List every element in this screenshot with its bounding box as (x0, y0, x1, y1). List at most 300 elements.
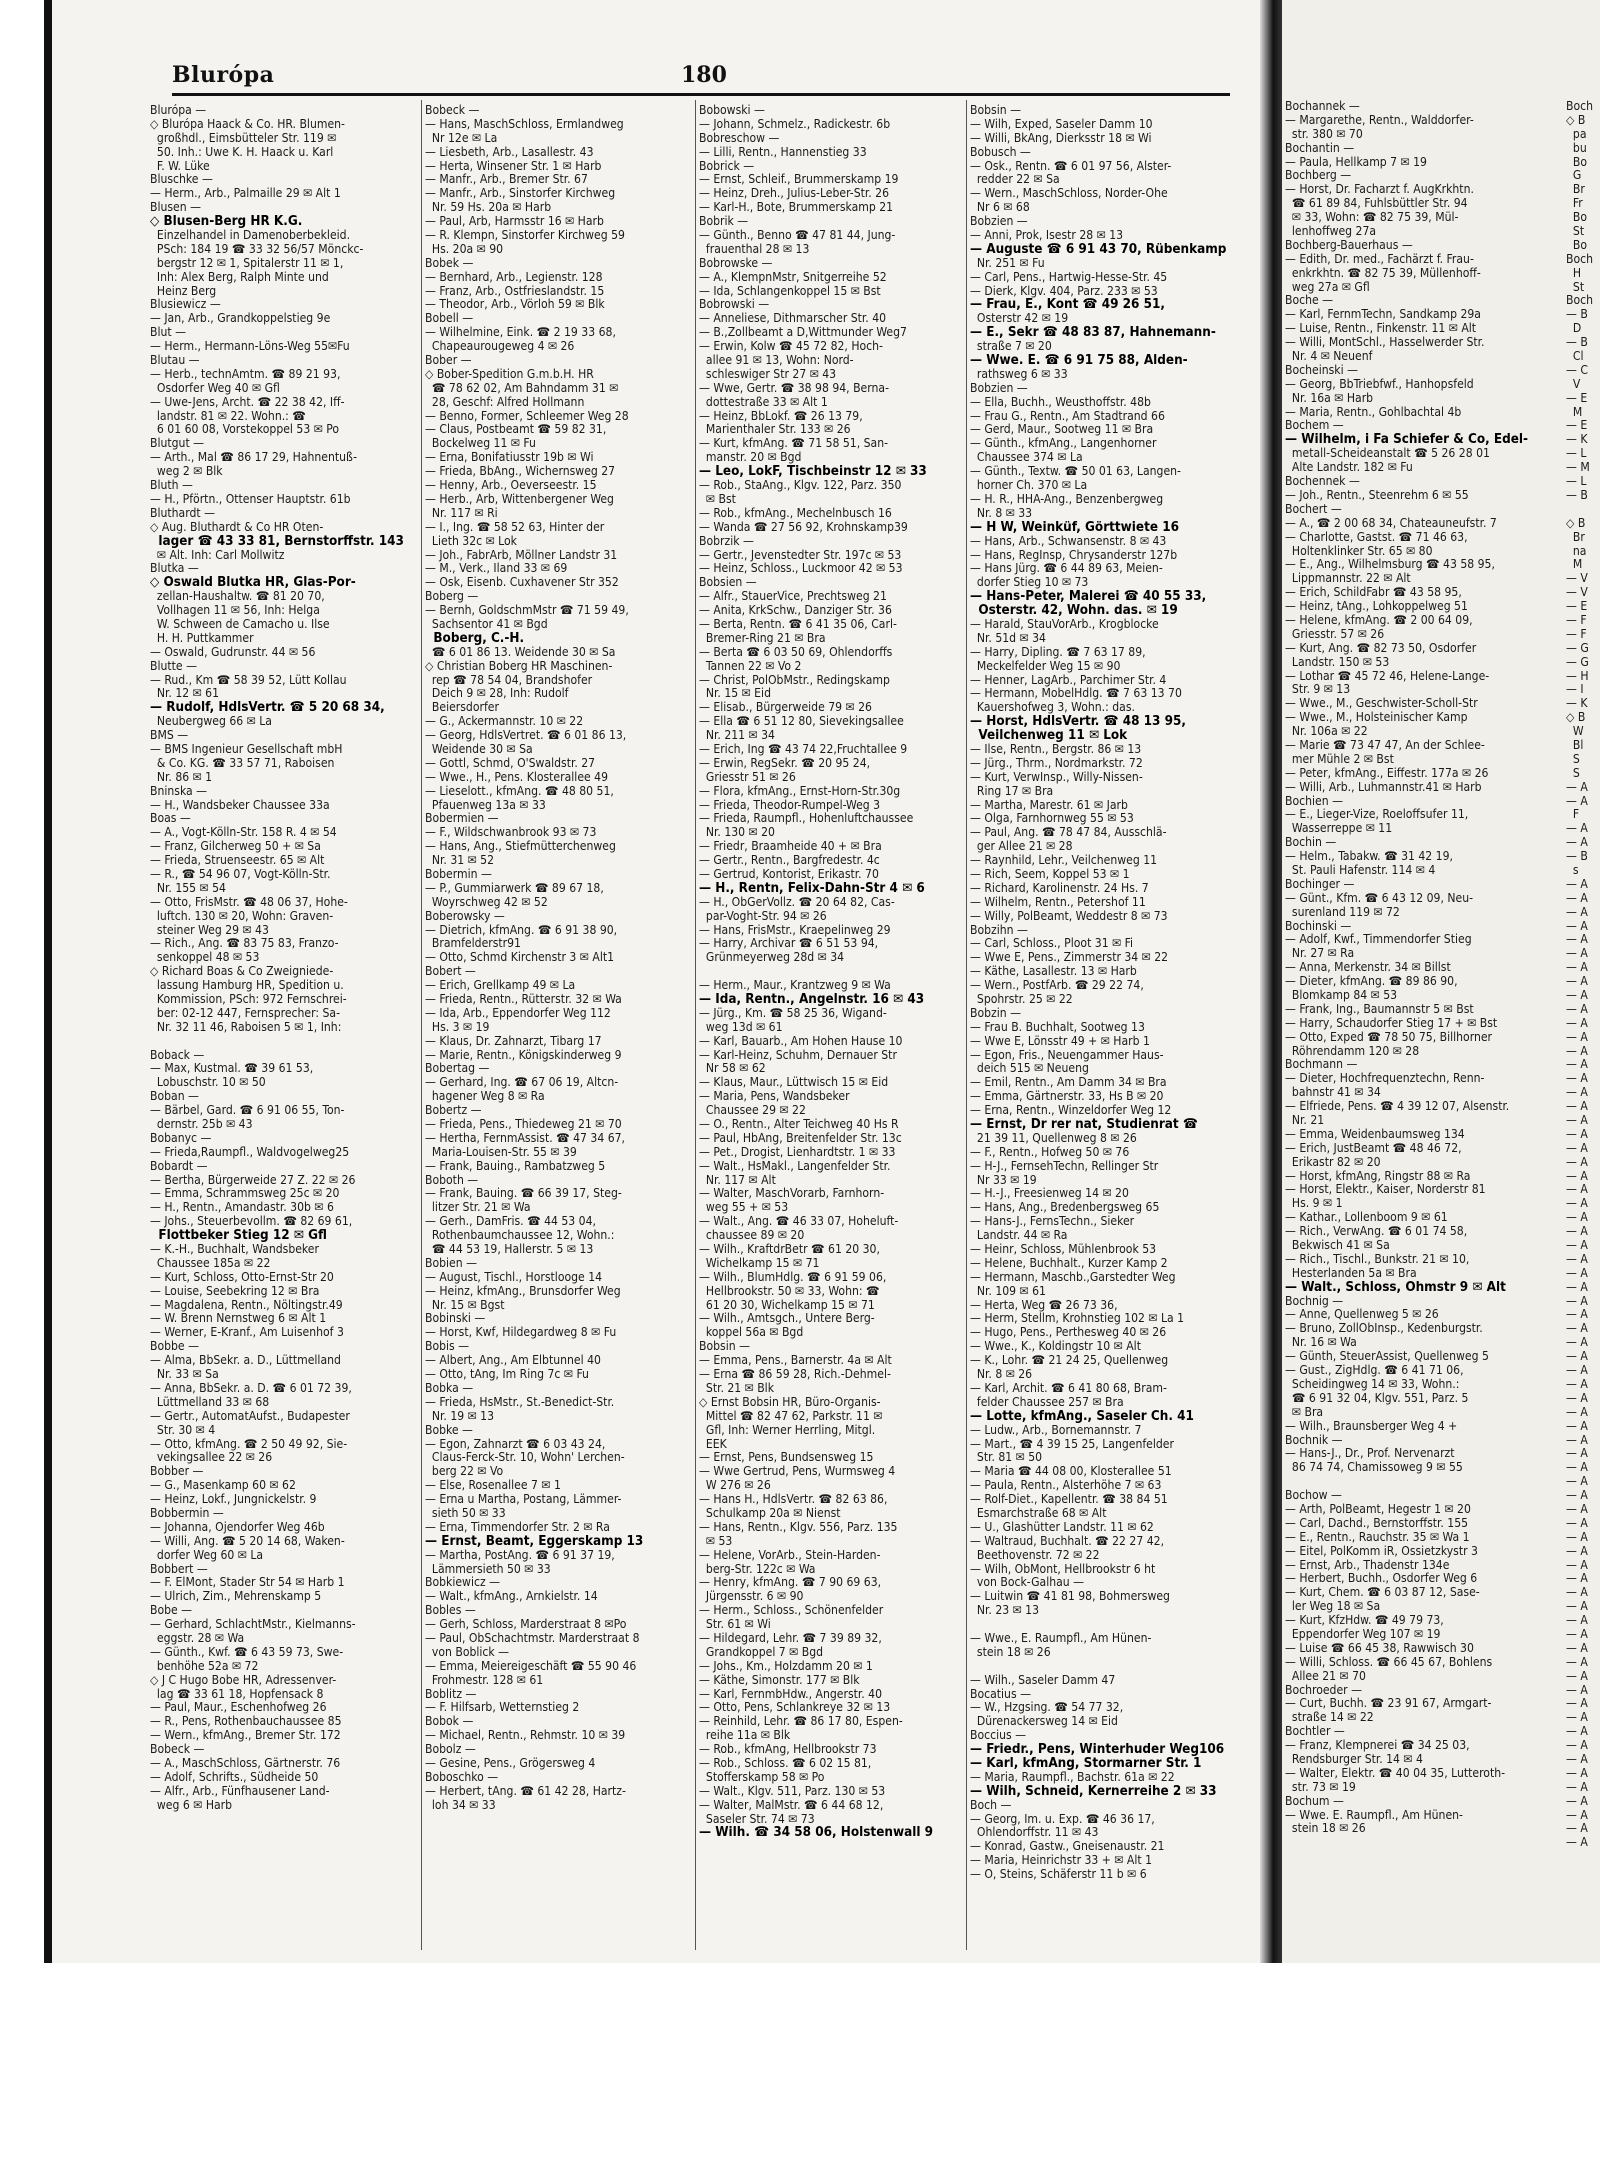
directory-entry-line: — A (1566, 1461, 1588, 1475)
directory-entry-line: — August, Tischl., Horstlooge 14 (425, 1270, 603, 1284)
directory-entry-line: S (1566, 752, 1580, 766)
directory-entry-line: — A (1566, 1197, 1588, 1211)
directory-entry-line: Bobek — (425, 256, 474, 270)
directory-entry-line: — Paul, Maur., Eschenhofweg 26 (150, 1701, 327, 1715)
directory-entry-line: lag ☎ 33 61 18, Hopfensack 8 (150, 1687, 324, 1701)
directory-entry-line: — G., Masenkamp 60 ✉ 62 (150, 1479, 296, 1493)
directory-entry-line: — E (1566, 391, 1588, 405)
directory-entry-line: — A (1566, 1183, 1588, 1197)
directory-entry-line: Fr (1566, 197, 1583, 211)
directory-entry-line: ✉ 53 (699, 1534, 733, 1548)
directory-entry-line: — A (1566, 1794, 1588, 1808)
directory-entry-line: — Frank, Bauing., Rambatzweg 5 (425, 1159, 606, 1173)
directory-entry-line: — A (1566, 1447, 1588, 1461)
directory-entry-line: — Willy, PolBeamt, Weddestr 8 ✉ 73 (970, 909, 1168, 923)
directory-entry-line: — Elfriede, Pens. ☎ 4 39 12 07, Alsenstr. (1285, 1100, 1510, 1114)
directory-entry-line: — Reinhild, Lehr. ☎ 86 17 80, Espen- (699, 1715, 903, 1729)
directory-entry-line: — Ella, Buchh., Weusthoffstr. 48b (970, 395, 1151, 409)
directory-entry-line: Nr 12e ✉ La (425, 131, 498, 145)
directory-entry-line: Nr. 117 ✉ Ri (425, 506, 498, 520)
directory-entry-line: — Wern., kfmAng., Bremer Str. 172 (150, 1729, 341, 1743)
directory-entry-line: landstr. 81 ✉ 22. Wohn.: ☎ (150, 409, 306, 423)
directory-entry-line: — Harry, Dipling. ☎ 7 63 17 89, (970, 645, 1146, 659)
directory-entry-line: St (1566, 225, 1585, 239)
directory-entry-line: — A (1566, 1294, 1588, 1308)
directory-entry-line: Bobis — (425, 1340, 470, 1354)
directory-entry-line: — E., Lieger-Vize, Roeloffsufer 11, (1285, 808, 1469, 822)
directory-entry-line: ☎ 78 62 02, Am Bahndamm 31 ✉ (425, 381, 619, 395)
directory-entry-line: Flottbeker Stieg 12 ✉ Gfl (150, 1229, 327, 1244)
directory-entry-line: — L (1566, 475, 1587, 489)
directory-entry-line: — Georg, HdlsVertret. ☎ 6 01 86 13, (425, 729, 627, 743)
directory-entry-line: weg 55 + ✉ 53 (699, 1201, 789, 1215)
directory-entry-line: — Frieda,Raumpfl., Waldvogelweg25 (150, 1145, 350, 1159)
directory-entry-line: — Elisab., Bürgerweide 79 ✉ 26 (699, 701, 872, 715)
directory-entry-line: — A (1566, 1752, 1588, 1766)
directory-entry-line: — Klaus, Dr. Zahnarzt, Tibarg 17 (425, 1034, 602, 1048)
directory-entry-line: — Karl-Heinz, Schuhm, Dernauer Str (699, 1048, 897, 1062)
directory-entry-line: allee 91 ✉ 13, Wohn: Nord- (699, 354, 854, 368)
directory-entry-line: — H., Rentn., Amandastr. 30b ✉ 6 (150, 1201, 334, 1215)
directory-entry-line: — Maria, Rentn., Gohlbachtal 4b (1285, 405, 1462, 419)
directory-entry-line: — Charlotte, Gastst. ☎ 71 46 63, (1285, 530, 1468, 544)
directory-entry-line: Hs. 20a ✉ 90 (425, 242, 504, 256)
directory-entry-line: steiner Weg 29 ✉ 43 (150, 923, 269, 937)
directory-entry-line: — A (1566, 961, 1588, 975)
directory-entry-line: Br (1566, 183, 1585, 197)
directory-entry-line: Deich 9 ✉ 28, Inh: Rudolf (425, 687, 569, 701)
directory-entry-line: Woyrschweg 42 ✉ 52 (425, 895, 548, 909)
directory-entry-line: Boch (1566, 100, 1593, 113)
directory-entry-line: Spohrstr. 25 ✉ 22 (970, 993, 1073, 1006)
directory-entry-line: — Gottl, Schmd, O'Swaldstr. 27 (425, 756, 596, 770)
directory-entry-line: Nr. 51d ✉ 34 (970, 631, 1046, 645)
directory-entry-line: bu (1566, 141, 1587, 155)
directory-entry-line: Nr. 59 Hs. 20a ✉ Harb (425, 201, 552, 215)
directory-entry-line: Chaussee 185a ✉ 22 (150, 1256, 271, 1270)
directory-entry-line: sieth 50 ✉ 33 (425, 1506, 506, 1520)
directory-entry-line: — Emma, Gärtnerstr. 33, Hs B ✉ 20 (970, 1090, 1164, 1104)
directory-entry-line: — A (1566, 891, 1588, 905)
directory-entry-line: — O, Steins, Schäferstr 11 b ✉ 6 (970, 1868, 1147, 1882)
directory-entry-line: — Mart., ☎ 4 39 15 25, Langenfelder (970, 1437, 1174, 1451)
directory-entry-line: Marienthaler Str. 133 ✉ 26 (699, 423, 851, 437)
directory-entry-line: Pfauenweg 13a ✉ 33 (425, 798, 546, 812)
directory-entry-line: M (1566, 405, 1583, 419)
directory-entry-line: — Hildegard, Lehr. ☎ 7 39 89 32, (699, 1631, 882, 1645)
directory-entry-line: Veilchenweg 11 ✉ Lok (970, 729, 1128, 743)
directory-entry-line: Holtenklinker Str. 65 ✉ 80 (1285, 544, 1433, 558)
directory-entry-line: — Helene, kfmAng. ☎ 2 00 64 09, (1285, 613, 1473, 627)
scan-margin (0, 0, 44, 2177)
directory-entry-line: Bobanyc — (150, 1131, 212, 1145)
directory-entry-line: — F., Rentn., Hofweg 50 ✉ 76 (970, 1145, 1130, 1159)
directory-entry-line: Bobzihn — (970, 923, 1028, 937)
directory-entry-line: metall-Scheideanstalt ☎ 5 26 28 01 (1285, 447, 1490, 461)
directory-entry-line: — Raynhild, Lehr., Veilchenweg 11 (970, 854, 1158, 868)
directory-entry-line: lager ☎ 43 33 81, Bernstorffstr. 143 (150, 534, 404, 549)
directory-entry-line: — Erich, Grellkamp 49 ✉ La (425, 979, 576, 993)
directory-entry-line: Boberowsky — (425, 909, 505, 923)
directory-entry-line: Bobell — (425, 312, 474, 326)
directory-entry-line: — A (1566, 1433, 1588, 1447)
directory-entry-line: — K (1566, 697, 1588, 711)
directory-entry-line: Boas — (150, 812, 191, 826)
directory-entry-line: Br (1566, 530, 1585, 544)
directory-entry-line: — Emma, Pens., Barnerstr. 4a ✉ Alt (699, 1354, 892, 1368)
directory-entry-line: — Wilh., Amtsgch., Untere Berg- (699, 1312, 875, 1326)
directory-entry-line: — Heinr, Schloss, Mühlenbrook 53 (970, 1243, 1157, 1257)
directory-entry-line: ber: 02-12 447, Fernsprecher: Sa- (150, 1006, 341, 1020)
directory-entry-line: Landstr. 44 ✉ Ra (970, 1229, 1068, 1243)
directory-entry-line: — Kathar., Lollenboom 9 ✉ 61 (1285, 1211, 1448, 1225)
directory-entry-line: — Lilli, Rentn., Hannenstieg 33 (699, 145, 867, 159)
directory-entry-line: — Klaus, Maur., Lüttwisch 15 ✉ Eid (699, 1076, 889, 1090)
directory-entry-line: — Manfr., Arb., Bremer Str. 67 (425, 173, 588, 187)
directory-entry-line: — Martha, Marestr. 61 ✉ Jarb (970, 798, 1128, 812)
directory-entry-line: H. H. Puttkammer (150, 631, 254, 645)
directory-entry-line: — Kurt, Ang. ☎ 82 73 50, Osdorfer (1285, 641, 1477, 655)
directory-entry-line: — A (1566, 989, 1588, 1002)
directory-entry-line: Blusiewicz — (150, 298, 221, 312)
directory-entry-line: — Frank, Bauing. ☎ 66 39 17, Steg- (425, 1187, 622, 1201)
directory-entry-line: — Otto, Exped ☎ 78 50 75, Billhorner (1285, 1030, 1493, 1044)
directory-entry-line: — Joh., Rentn., Steenrehm 6 ✉ 55 (1285, 488, 1469, 502)
directory-entry-line: — Hans, Arb., Schwansenstr. 8 ✉ 43 (970, 534, 1167, 548)
directory-entry-line: — Horst, Dr. Facharzt f. AugKrkhtn. (1285, 183, 1474, 197)
directory-entry-line: — Jürg., Thrm., Nordmarkstr. 72 (970, 756, 1143, 770)
directory-entry-line: Nr. 8 ✉ 26 (970, 1368, 1033, 1382)
directory-entry-line: Grünmeyerweg 28d ✉ 34 (699, 951, 845, 965)
directory-entry-line: & Co. KG. ☎ 33 57 71, Raboisen (150, 756, 335, 770)
directory-entry-line: — Herta, Winsener Str. 1 ✉ Harb (425, 159, 602, 173)
directory-entry-line: Bochert — (1285, 502, 1342, 516)
directory-entry-line: — Alfr., StauerVice, Prechtsweg 21 (699, 590, 887, 604)
directory-entry-line: — A (1566, 1516, 1588, 1530)
directory-entry-line: Bochinski — (1285, 919, 1352, 933)
directory-entry-line: — Ida, Rentn., Angelnstr. 16 ✉ 43 (699, 993, 925, 1007)
directory-entry-line: — Gertrud, Kontorist, Erikastr. 70 (699, 867, 879, 881)
directory-entry-line: bergstr 12 ✉ 1, Spitalerstr 11 ✉ 1, (150, 256, 344, 270)
directory-entry-line: BMS — (150, 729, 189, 743)
directory-entry-line: — A (1566, 975, 1588, 989)
directory-entry-line: — Peter, kfmAng., Eiffestr. 177a ✉ 26 (1285, 766, 1489, 780)
directory-entry-line: — F (1566, 627, 1587, 641)
directory-entry-line: — Ida, Schlangenkoppel 15 ✉ Bst (699, 284, 881, 298)
directory-entry-line: Boberg, C.-H. (425, 631, 525, 646)
directory-entry-line: — B (1566, 308, 1588, 322)
directory-entry-line: — Rich, Seem, Koppel 53 ✉ 1 (970, 867, 1130, 881)
directory-entry-line: str. 73 ✉ 19 (1285, 1780, 1356, 1794)
directory-entry-line: Lüttmelland 33 ✉ 68 (150, 1395, 270, 1409)
directory-entry-line: — Günth., Kwf. ☎ 6 43 59 73, Swe- (150, 1645, 344, 1659)
directory-entry-line: — Wwe. E. ☎ 6 91 75 88, Alden- (970, 354, 1188, 368)
directory-entry-line: ☎ 6 01 86 13. Weidende 30 ✉ Sa (425, 645, 616, 659)
directory-entry-line: Maria-Louisen-Str. 55 ✉ 39 (425, 1145, 577, 1159)
directory-entry-line: — Georg, BbTriebfwf., Hanhopsfeld (1285, 377, 1474, 391)
directory-entry-line: Nr. 211 ✉ 34 (699, 729, 775, 743)
directory-entry-line: — Erich, SchildFabr ☎ 43 58 95, (1285, 586, 1462, 600)
directory-entry-line: — Erna, Timmendorfer Str. 2 ✉ Ra (425, 1520, 610, 1534)
directory-entry-line: — Joh., FabrArb, Möllner Landstr 31 (425, 548, 618, 562)
directory-entry-line: — H., Rentn, Felix-Dahn-Str 4 ✉ 6 (699, 881, 925, 896)
directory-entry-line: — Ernst, Beamt, Eggerskamp 13 (425, 1534, 644, 1549)
directory-column-1 (150, 104, 418, 1949)
directory-entry-line (699, 965, 963, 979)
directory-entry-line: — Paula, Hellkamp 7 ✉ 19 (1285, 155, 1427, 169)
directory-entry-line: — Wilh., Saseler Damm 47 (970, 1673, 1116, 1687)
directory-entry-line: — A (1566, 1641, 1588, 1655)
directory-entry-line: — A (1566, 1489, 1588, 1503)
directory-entry-line: — A (1566, 1586, 1588, 1600)
column-divider (695, 100, 696, 1950)
directory-entry-line: Cl (1566, 350, 1584, 364)
directory-entry-line: Beethovenstr. 72 ✉ 22 (970, 1548, 1100, 1562)
directory-entry-line: — Maria ☎ 44 08 00, Klosterallee 51 (970, 1465, 1172, 1479)
directory-entry-line: Bochnig — (1285, 1294, 1344, 1308)
directory-entry-line: Nr. 4 ✉ Neuenf (1285, 350, 1373, 364)
directory-entry-line: straße 14 ✉ 22 (1285, 1711, 1374, 1725)
directory-entry-line: Bochannek — (1285, 100, 1360, 113)
directory-entry-line: — Ernst, Pens, Bundsensweg 15 (699, 1451, 874, 1465)
directory-entry-line: F. W. Lüke (150, 159, 210, 173)
directory-entry-line: — Hans-J., FernsTechn., Sieker (970, 1215, 1135, 1229)
directory-entry-line: ◇ Ernst Bobsin HR, Büro-Organis- (699, 1395, 881, 1409)
book-edge (44, 0, 52, 1963)
directory-entry-line: — Egon, Zahnarzt ☎ 6 03 43 24, (425, 1437, 606, 1451)
directory-entry-line: Bobolz — (425, 1743, 476, 1757)
directory-entry-line: — A (1566, 1572, 1588, 1586)
directory-entry-line: — Hans, Rentn., Klgv. 556, Parz. 135 (699, 1520, 898, 1534)
directory-entry-line: — Friedr., Pens, Winterhuder Weg106 (970, 1743, 1225, 1757)
directory-entry-line: Str. 9 ✉ 13 (1285, 683, 1351, 697)
directory-entry-line: G (1566, 169, 1582, 183)
directory-entry-line: Bremer-Ring 21 ✉ Bra (699, 631, 826, 645)
directory-entry-line: — H (1566, 669, 1589, 683)
directory-entry-line: — Hermann, MobelHdlg. ☎ 7 63 13 70 (970, 687, 1182, 701)
directory-entry-line: senkoppel 48 ✉ 53 (150, 951, 260, 965)
directory-entry-line: — Karl-H., Bote, Brummerskamp 21 (699, 201, 894, 215)
directory-entry-line: — A (1566, 1336, 1588, 1350)
directory-entry-line: — Wwe., M., Geschwister-Scholl-Str (1285, 697, 1478, 711)
directory-entry-line: frauenthal 28 ✉ 13 (699, 242, 810, 256)
directory-entry-line: — A (1566, 1280, 1588, 1294)
directory-entry-line: — Horst, kfmAng, Ringstr 88 ✉ Ra (1285, 1169, 1471, 1183)
directory-entry-line: ☎ 44 53 19, Hallerstr. 5 ✉ 13 (425, 1243, 594, 1257)
directory-entry-line: — Wwe., K., Koldingstr 10 ✉ Alt (970, 1340, 1141, 1354)
directory-entry-line: — Ernst, Dr rer nat, Studienrat ☎ (970, 1118, 1198, 1132)
directory-entry-line: — Horst, Kwf, Hildegardweg 8 ✉ Fu (425, 1326, 617, 1340)
directory-entry-line: Nr 58 ✉ 62 (699, 1062, 766, 1076)
directory-entry-line: — Bernhard, Arb., Legienstr. 128 (425, 270, 603, 284)
directory-entry-line: Bockelweg 11 ✉ Fu (425, 437, 536, 451)
directory-entry-line: — Maria, Raumpfl., Bachstr. 61a ✉ 22 (970, 1770, 1175, 1784)
directory-entry-line: — Herb., Arb, Wittenbergener Weg (425, 492, 614, 506)
page-number: 180 (681, 62, 727, 88)
directory-entry-line: Bobreschow — (699, 131, 780, 145)
directory-entry-line: — A (1566, 1350, 1588, 1364)
directory-entry-line: — Dierk, Klgv. 404, Parz. 233 ✉ 53 (970, 284, 1158, 298)
directory-entry-line: weg 27a ✉ Gfl (1285, 280, 1370, 294)
directory-entry-line: — C (1566, 363, 1588, 377)
directory-entry-line: Str. 61 ✉ Wi (699, 1618, 771, 1632)
directory-entry-line: — Erwin, RegSekr. ☎ 20 95 24, (699, 756, 871, 770)
directory-entry-line: — Franz, Gilcherweg 50 + ✉ Sa (150, 840, 321, 854)
directory-entry-line: — Heinz, Lokf., Jungnickelstr. 9 (150, 1493, 317, 1507)
directory-entry-line: W 276 ✉ 26 (699, 1479, 771, 1493)
directory-entry-line: — Alfr., Arb., Fünfhausener Land- (150, 1784, 330, 1798)
directory-entry-line: Alte Landstr. 182 ✉ Fu (1285, 461, 1413, 475)
directory-entry-line: — Heinz, Dreh., Julius-Leber-Str. 26 (699, 187, 889, 201)
directory-entry-line: — B (1566, 488, 1588, 502)
directory-entry-line: manstr. 20 ✉ Bgd (699, 451, 802, 465)
directory-entry-line: — Gerh, Schloss, Marderstraat 8 ✉Po (425, 1618, 627, 1632)
directory-entry-line: Chaussee 374 ✉ La (970, 451, 1083, 465)
directory-entry-line: — R., ☎ 54 96 07, Vogt-Kölln-Str. (150, 867, 331, 881)
directory-entry-line: — Helm., Tabakw. ☎ 31 42 19, (1285, 850, 1453, 864)
directory-entry-line: — A (1566, 1225, 1588, 1239)
directory-entry-line: Str. 81 ✉ 50 (970, 1451, 1043, 1465)
directory-entry-line: Kauershofweg 3, Wohn.: das. (970, 701, 1135, 715)
directory-entry-line: Wasserreppe ✉ 11 (1285, 822, 1393, 836)
directory-entry-line: bahnstr 41 ✉ 34 (1285, 1086, 1381, 1100)
directory-entry-line: — Frau B. Buchhalt, Sootweg 13 (970, 1020, 1145, 1034)
directory-entry-line: — A (1566, 1072, 1588, 1086)
directory-entry-line: — Horst, HdlsVertr. ☎ 48 13 95, (970, 715, 1186, 730)
directory-entry-line: — Otto, Schmd Kirchenstr 3 ✉ Alt1 (425, 951, 615, 965)
directory-entry-line: — Helene, Buchhalt., Kurzer Kamp 2 (970, 1256, 1168, 1270)
directory-entry-line: — F (1566, 613, 1587, 627)
directory-entry-line: Bo (1566, 238, 1588, 252)
directory-entry-line: Bochnik — (1285, 1433, 1343, 1447)
directory-entry-line: Dürenackersweg 14 ✉ Eid (970, 1715, 1118, 1729)
directory-entry-line: Chapeaurougeweg 4 ✉ 26 (425, 340, 575, 354)
directory-entry-line: na (1566, 544, 1587, 558)
directory-entry-line: 28, Geschf: Alfred Hollmann (425, 395, 585, 409)
directory-entry-line: — R., Pens, Rothenbauchaussee 85 (150, 1715, 342, 1729)
directory-entry-line: — A (1566, 1697, 1588, 1711)
directory-entry-line: — F. Hilfsarb, Wetternstieg 2 (425, 1701, 580, 1715)
directory-entry-line: — Albert, Ang., Am Elbtunnel 40 (425, 1354, 601, 1368)
directory-entry-line: W. Schween de Camacho u. Ilse (150, 617, 330, 631)
directory-entry-line: — H. R., HHA-Ang., Benzenbergweg (970, 492, 1164, 506)
directory-entry-line: mer Mühle 2 ✉ Bst (1285, 752, 1394, 766)
directory-entry-line: — Ludw., Arb., Bornemannstr. 7 (970, 1423, 1142, 1437)
directory-entry-line: Vollhagen 11 ✉ 56, Inh: Helga (150, 604, 320, 618)
directory-entry-line: Nr. 27 ✉ Ra (1285, 947, 1355, 961)
directory-entry-line: lassung Hamburg HR, Spedition u. (150, 979, 344, 993)
directory-entry-line: — Luitwin ☎ 41 81 98, Bohmersweg (970, 1590, 1170, 1604)
directory-entry-line: Bobok — (425, 1715, 474, 1729)
directory-entry-line: Esmarchstraße 68 ✉ Alt (970, 1506, 1107, 1520)
directory-entry-line: — G (1566, 641, 1589, 655)
directory-entry-line: — Frieda, Pens., Thiedeweg 21 ✉ 70 (425, 1118, 622, 1132)
directory-entry-line: hagener Weg 8 ✉ Ra (425, 1090, 545, 1104)
directory-entry-line: — A (1566, 1127, 1588, 1141)
facing-column-2 (1566, 100, 1600, 1920)
directory-entry-line: — Jürg., Km. ☎ 58 25 36, Wigand- (699, 1006, 887, 1020)
directory-entry-line: — Frieda, Theodor-Rumpel-Weg 3 (699, 798, 881, 812)
directory-entry-line: Blurópa — (150, 104, 207, 117)
directory-entry-line: — Wwe E, Pens., Zimmerstr 34 ✉ 22 (970, 951, 1169, 965)
directory-entry-line: Blutau — (150, 354, 200, 368)
directory-entry-line: — Wilh, ObMont, Hellbrookstr 6 ht (970, 1562, 1156, 1576)
directory-entry-line: berg-Str. 122c ✉ Wa (699, 1562, 816, 1576)
directory-entry-line: — A (1566, 1266, 1588, 1280)
directory-entry-line: — R. Klempn, Sinstorfer Kirchweg 59 (425, 229, 625, 243)
directory-entry-line: — Egon, Fris., Neuengammer Haus- (970, 1048, 1164, 1062)
directory-entry-line: enkrkhtn. ☎ 82 75 39, Müllenhoff- (1285, 266, 1481, 280)
directory-entry-line: Hs. 3 ✉ 19 (425, 1020, 490, 1034)
directory-entry-line: — Ida, Arb., Eppendorfer Weg 112 (425, 1006, 611, 1020)
directory-entry-line: Tannen 22 ✉ Vo 2 (699, 659, 802, 673)
directory-entry-line: — Karl, FernmTechn, Sandkamp 29a (1285, 308, 1481, 322)
directory-entry-line: — Ilse, Rentn., Bergstr. 86 ✉ 13 (970, 742, 1142, 756)
directory-entry-line: — Osk, Eisenb. Cuxhavener Str 352 (425, 576, 619, 590)
directory-entry-line: — Anni, Prok, Isestr 28 ✉ 13 (970, 229, 1124, 243)
directory-entry-line: F (1566, 808, 1580, 822)
directory-entry-line: — Horst, Elektr., Kaiser, Norderstr 81 (1285, 1183, 1486, 1197)
directory-entry-line: reihe 11a ✉ Blk (699, 1729, 791, 1743)
directory-entry-line: — Bärbel, Gard. ☎ 6 91 06 55, Ton- (150, 1104, 345, 1118)
directory-entry-line: — I., Ing. ☎ 58 52 63, Hinter der (425, 520, 605, 534)
directory-entry-line: Bobrick — (699, 159, 755, 173)
directory-entry-line: — Karl, kfmAng, Stormarner Str. 1 (970, 1756, 1202, 1771)
directory-entry-line: — Carl, Pens., Hartwig-Hesse-Str. 45 (970, 270, 1168, 284)
directory-entry-line: Blomkamp 84 ✉ 53 (1285, 989, 1398, 1002)
directory-entry-line: — Erich, JustBeamt ☎ 48 46 72, (1285, 1141, 1462, 1155)
directory-entry-line: — Wwe Gertrud, Pens, Wurmsweg 4 (699, 1465, 896, 1479)
directory-entry-line: PSch: 184 19 ☎ 33 32 56/57 Mönckc- (150, 242, 364, 256)
directory-entry-line: — W. Brenn Nernstweg 6 ✉ Alt 1 (150, 1312, 327, 1326)
directory-entry-line: Weidende 30 ✉ Sa (425, 742, 533, 756)
directory-entry-line: — Herm., Hermann-Löns-Weg 55✉Fu (150, 340, 350, 354)
directory-entry-line: — Walter, MalMstr. ☎ 6 44 68 12, (699, 1798, 884, 1812)
directory-entry-line: — Wwe., M., Holsteinischer Kamp (1285, 711, 1468, 725)
directory-entry-line: — Herm., Schloss., Schönenfelder (699, 1604, 884, 1618)
directory-entry-line: Saseler Str. 74 ✉ 73 (699, 1812, 815, 1826)
directory-entry-line: — Edith, Dr. med., Fachärzt f. Frau- (1285, 252, 1474, 266)
directory-entry-line: — I (1566, 683, 1584, 697)
directory-entry-line: Bocheinski — (1285, 363, 1358, 377)
directory-column-2 (425, 104, 692, 1949)
directory-entry-line: — Konrad, Gastw., Gneisenaustr. 21 (970, 1840, 1165, 1854)
directory-entry-line: — Friedr, Braamheide 40 + ✉ Bra (699, 840, 882, 854)
directory-entry-line: — A (1566, 822, 1588, 836)
directory-entry-line: — A (1566, 780, 1588, 794)
directory-entry-line: — Gerhard, Ing. ☎ 67 06 19, Altcn- (425, 1076, 619, 1090)
directory-entry-line: — Margarethe, Rentn., Walddorfer- (1285, 113, 1474, 127)
directory-entry-line: Kommission, PSch: 972 Fernschrei- (150, 993, 347, 1006)
directory-entry-line: — Richard, Karolinenstr. 24 Hs. 7 (970, 881, 1149, 895)
directory-entry-line: Bobert — (425, 965, 476, 979)
directory-entry-line: Bobertz — (425, 1104, 482, 1118)
directory-entry-line: Nr. 19 ✉ 13 (425, 1409, 495, 1423)
directory-entry-line: weg 13d ✉ 61 (699, 1020, 783, 1034)
directory-entry-line: Osterstr 42 ✉ 19 (970, 312, 1069, 326)
directory-entry-line: — Paul, Ang. ☎ 78 47 84, Ausschlä- (970, 826, 1167, 840)
directory-entry-line: Landstr. 150 ✉ 53 (1285, 655, 1390, 669)
directory-entry-line: — Emma, Weidenbaumsweg 134 (1285, 1127, 1465, 1141)
directory-entry-line: — Otto, FrisMstr. ☎ 48 06 37, Hohe- (150, 895, 348, 909)
directory-entry-line: — Otto, kfmAng. ☎ 2 50 49 92, Sie- (150, 1437, 348, 1451)
directory-entry-line: Bochien — (1285, 794, 1343, 808)
directory-entry-line: — Henry, kfmAng. ☎ 7 90 69 63, (699, 1576, 882, 1590)
directory-entry-line: Sachsentor 41 ✉ Bgd (425, 617, 548, 631)
directory-entry-line: Bobermien — (425, 812, 499, 826)
directory-entry-line: — Claus, Postbeamt ☎ 59 82 31, (425, 423, 607, 437)
directory-entry-line: — A (1566, 1780, 1588, 1794)
